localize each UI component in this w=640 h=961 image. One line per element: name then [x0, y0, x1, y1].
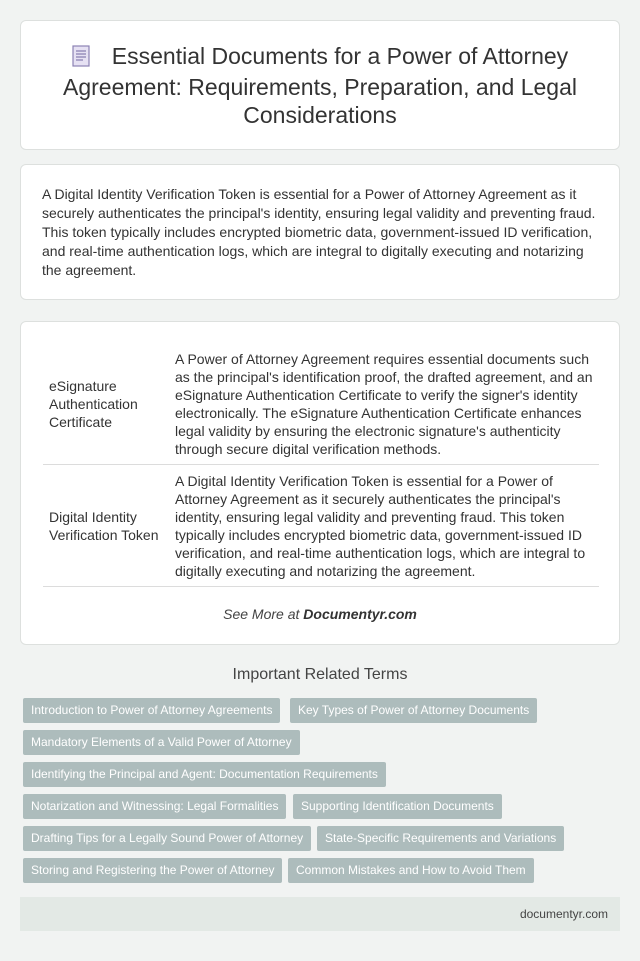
see-more-site: Documentyr.com — [303, 606, 417, 622]
page-title-text: Essential Documents for a Power of Attorney Agreement: Requirements, Preparation, and Legal Considerations — [63, 42, 577, 128]
term-cell: eSignature Authentication Certificate — [43, 344, 167, 465]
related-tag[interactable]: Notarization and Witnessing: Legal Formalities — [23, 794, 286, 819]
summary-card — [20, 164, 620, 300]
document-icon — [72, 45, 90, 73]
related-tag[interactable]: State-Specific Requirements and Variations — [317, 826, 564, 851]
related-tag[interactable]: Key Types of Power of Attorney Documents — [290, 698, 537, 723]
title-card — [20, 20, 620, 150]
related-tag[interactable]: Common Mistakes and How to Avoid Them — [288, 858, 534, 883]
table-row — [43, 344, 599, 465]
page-title — [45, 42, 595, 129]
footer — [20, 897, 620, 931]
term-cell: Digital Identity Verification Token — [43, 465, 167, 587]
see-more-prefix: See More at — [223, 606, 304, 622]
related-tag[interactable]: Mandatory Elements of a Valid Power of Attorney — [23, 730, 300, 755]
details-card — [20, 321, 620, 645]
table-row — [43, 465, 599, 587]
related-tag[interactable]: Identifying the Principal and Agent: Documentation Requirements — [23, 762, 386, 787]
related-tag[interactable]: Storing and Registering the Power of Attorney — [23, 858, 282, 883]
related-tag[interactable]: Drafting Tips for a Legally Sound Power of Attorney — [23, 826, 311, 851]
related-tag[interactable]: Supporting Identification Documents — [293, 794, 502, 819]
see-more-link[interactable] — [21, 606, 619, 622]
footer-site[interactable]: documentyr.com — [519, 907, 608, 921]
related-tag[interactable]: Introduction to Power of Attorney Agreements — [23, 698, 280, 723]
description-cell: A Digital Identity Verification Token is essential for a Power of Attorney Agreement as it securely authenticates the principal's identity, ensuring legal validity and preventing fraud. This token typically includes encrypted biometric data, government-issued ID verification, and real-time authentication logs, which are integral to digitally executing and notarizing the agreement. — [167, 465, 599, 587]
related-terms-heading: Important Related Terms — [232, 666, 408, 683]
details-table — [43, 344, 599, 587]
description-cell: A Power of Attorney Agreement requires essential documents such as the principal's identification proof, the drafted agreement, and an eSignature Authentication Certificate to verify the signer's identity electronically. The eSignature Authentication Certificate enhances legal validity by ensuring the electronic signature's authenticity through secure digital verification methods. — [167, 344, 599, 465]
summary-text: A Digital Identity Verification Token is essential for a Power of Attorney Agreement as it securely authenticates the principal's identity, ensuring legal validity and preventing fraud. This token typically includes encrypted biometric data, government-issued ID verification, and real-time authentication logs, which are integral to digitally executing and notarizing the agreement. — [42, 186, 596, 278]
